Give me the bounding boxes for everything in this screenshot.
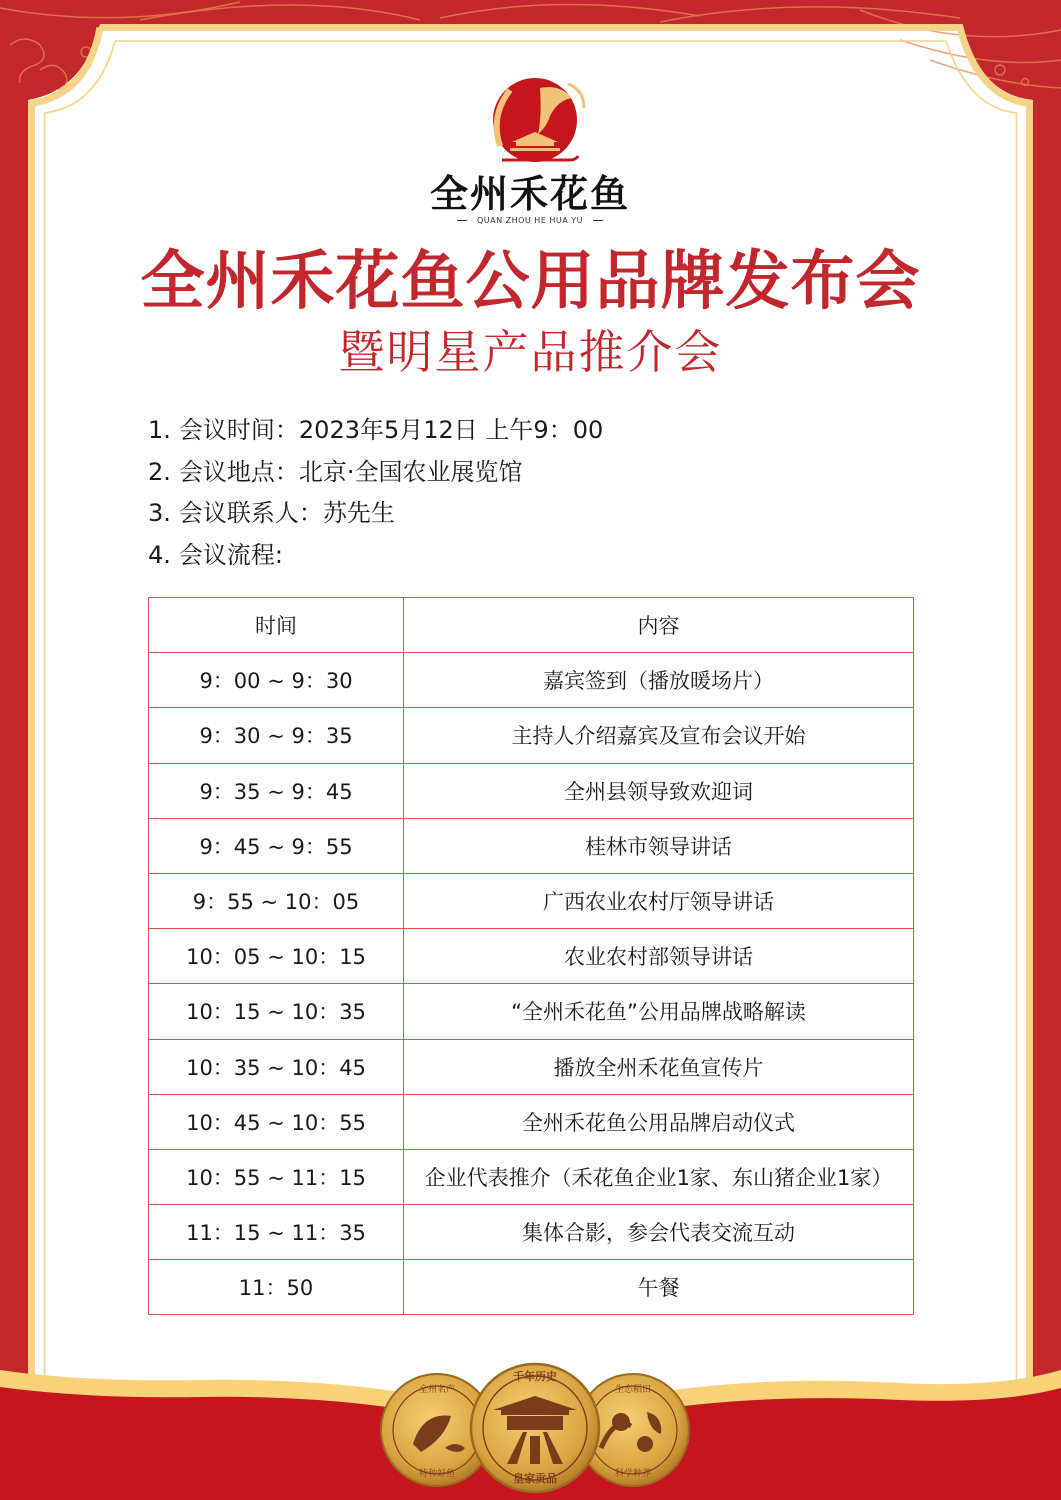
time-cell: 10：05 ~ 10：15 (149, 929, 404, 984)
content-cell: 广西农业农村厅领导讲话 (404, 873, 914, 928)
time-cell: 11：50 (149, 1260, 404, 1315)
palace-medal-icon (471, 1364, 599, 1492)
content-cell: 嘉宾签到（播放暖场片） (404, 653, 914, 708)
column-header-time: 时间 (149, 598, 404, 653)
table-row (149, 1094, 914, 1149)
info-item-location (148, 452, 603, 494)
medal-group (375, 1352, 695, 1500)
info-value: 2023年5月12日 上午9：00 (298, 416, 604, 444)
content-cell: 全州禾花鱼公用品牌启动仪式 (404, 1094, 914, 1149)
info-number: 2. (148, 457, 171, 486)
column-header-content: 内容 (404, 598, 914, 653)
content-cell: 播放全州禾花鱼宣传片 (404, 1039, 914, 1094)
content-cell: 午餐 (404, 1260, 914, 1315)
info-item-time (148, 410, 603, 452)
page-subtitle: 暨明星产品推介会 (338, 325, 723, 379)
info-item-agenda (148, 535, 603, 577)
info-number: 4. (148, 540, 171, 569)
logo-brand-name: 全州禾花鱼 (430, 171, 631, 216)
table-row (149, 984, 914, 1039)
time-cell: 9：55 ~ 10：05 (149, 873, 404, 928)
info-number: 1. (148, 416, 171, 444)
table-row (149, 653, 914, 708)
brand-logo (430, 76, 630, 226)
content-cell: 全州县领导致欢迎词 (404, 763, 914, 818)
content-cell: 集体合影，参会代表交流互动 (404, 1205, 914, 1260)
meeting-info-list (148, 410, 603, 576)
content-cell: 企业代表推介（禾花鱼企业1家、东山猪企业1家） (404, 1149, 914, 1204)
table-row (149, 1260, 914, 1315)
svg-text:千年历史: 千年历史 (513, 1370, 557, 1383)
time-cell: 10：45 ~ 10：55 (149, 1094, 404, 1149)
info-label: 会议流程: (178, 540, 283, 569)
svg-text:生态稻田: 生态稻田 (614, 1385, 652, 1395)
agenda-table (148, 597, 914, 1315)
info-value: 北京·全国农业展览馆 (298, 457, 523, 486)
table-row (149, 763, 914, 818)
info-number: 3. (148, 499, 171, 527)
svg-text:特种好鱼: 特种好鱼 (418, 1469, 456, 1479)
info-value: 苏先生 (322, 499, 395, 527)
content-cell: 主持人介绍嘉宾及宣布会议开始 (404, 708, 914, 763)
table-header-row (149, 598, 914, 653)
time-cell: 9：45 ~ 9：55 (149, 818, 404, 873)
fish-palace-sun-logo-icon (480, 76, 590, 168)
time-cell: 9：30 ~ 9：35 (149, 708, 404, 763)
info-label: 会议时间： (178, 416, 299, 444)
table-row (149, 1149, 914, 1204)
time-cell: 10：15 ~ 10：35 (149, 984, 404, 1039)
time-cell: 10：55 ~ 11：15 (149, 1149, 404, 1204)
table-row (149, 1039, 914, 1094)
svg-text:全州名产: 全州名产 (418, 1385, 456, 1395)
time-cell: 11：15 ~ 11：35 (149, 1205, 404, 1260)
content-cell: 农业农村部领导讲话 (404, 929, 914, 984)
table-row (149, 708, 914, 763)
svg-text:科学种养: 科学种养 (614, 1469, 652, 1479)
svg-text:皇家贡品: 皇家贡品 (513, 1472, 557, 1485)
info-label: 会议地点： (178, 457, 299, 486)
logo-pinyin: QUAN ZHOU HE HUA YU (430, 216, 630, 225)
info-label: 会议联系人： (178, 499, 323, 527)
info-item-contact (148, 493, 603, 535)
content-cell: “全州禾花鱼”公用品牌战略解读 (404, 984, 914, 1039)
time-cell: 9：00 ~ 9：30 (149, 653, 404, 708)
table-row (149, 1205, 914, 1260)
table-row (149, 818, 914, 873)
content-cell: 桂林市领导讲话 (404, 818, 914, 873)
time-cell: 10：35 ~ 10：45 (149, 1039, 404, 1094)
time-cell: 9：35 ~ 9：45 (149, 763, 404, 818)
table-row (149, 873, 914, 928)
page-title: 全州禾花鱼公用品牌发布会 (140, 245, 921, 319)
table-row (149, 929, 914, 984)
